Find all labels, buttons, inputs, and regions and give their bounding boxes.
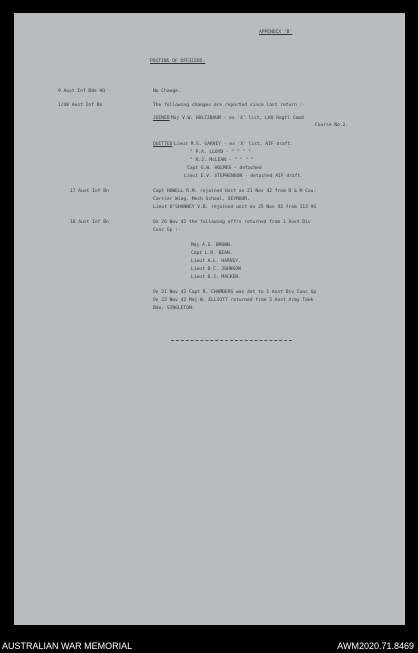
entry-line: Maj V.W. HOLTZBAUM - ex 'X' list, LHQ Regtl Comd	[171, 116, 304, 121]
entry-line: The following changes are reported since last return :-	[153, 103, 306, 108]
entry-line: No Change.	[153, 89, 181, 94]
appendix-label: APPENDIX 'B'	[259, 30, 293, 35]
entry-line: Lieut R.S. GARVEY - ex 'X' list, AIF draft.	[174, 142, 293, 147]
entry-line: Course No.2.	[315, 123, 349, 128]
entry-line: " R.J. McLEAN - " " " "	[190, 158, 254, 163]
entry-line: " P.A. LLOYD - " " " "	[190, 150, 251, 155]
footer-institution: AUSTRALIAN WAR MEMORIAL	[2, 641, 133, 651]
joined-label: JOINED	[153, 116, 170, 121]
entry-line: Lieut O'SHANNEY V.B. rejoined unit on 25 Nov 42 from 113 AG	[153, 205, 317, 210]
entry-line: Bde, SINGLETON.	[153, 306, 195, 311]
document-page	[14, 13, 405, 625]
closing-rule	[171, 340, 292, 341]
officer-name: Capt L.R. DEAN.	[191, 251, 233, 256]
entry-line: Capt HOWELL R.M. rejoined Unit on 21 Nov 42 from D & M Cou:	[153, 189, 317, 194]
footer-accession-number: AWM2020.71.8469	[337, 641, 414, 651]
unit-label: 1/48 Aust Inf Bn	[58, 103, 103, 108]
quitted-label: QUITTED	[153, 142, 173, 147]
entry-line: Conc Gp :-	[153, 228, 181, 233]
entry-line: On 21 Nov 42 Capt R. CHAMBERS was det to 1 Aust Div Conc Gp	[153, 290, 317, 295]
officer-name: Maj A.S. BROWN.	[191, 243, 233, 248]
officer-name: Lieut D.J. MACKEN.	[191, 275, 241, 280]
officer-name: Lieut D.C. JOHNSON	[191, 267, 241, 272]
unit-label: 9 Aust Inf Bde HQ -	[58, 89, 111, 94]
entry-line: Capt G.W. HOLMES - detached	[187, 166, 262, 171]
unit-label: 18 Aust Inf Bn	[70, 220, 109, 225]
officer-name: Lieut A.L. HARVEY.	[191, 259, 241, 264]
entry-line: On 26 Nov 42 the following offrs returned from 1 Aust Div	[153, 220, 311, 225]
entry-line: Lieut E.V. STEPHENSON - detached AIF draft.	[184, 174, 303, 179]
unit-label: 17 Aust Inf Bn	[70, 189, 109, 194]
entry-line: On 22 Nov 42 Maj W. ELLIOTT returned from 3 Aust Army Tank	[153, 298, 314, 303]
entry-line: Carrier Wing, Mech School, SEYMOUR.	[153, 197, 250, 202]
page-title: POSTING OF OFFICERS.	[150, 59, 206, 64]
